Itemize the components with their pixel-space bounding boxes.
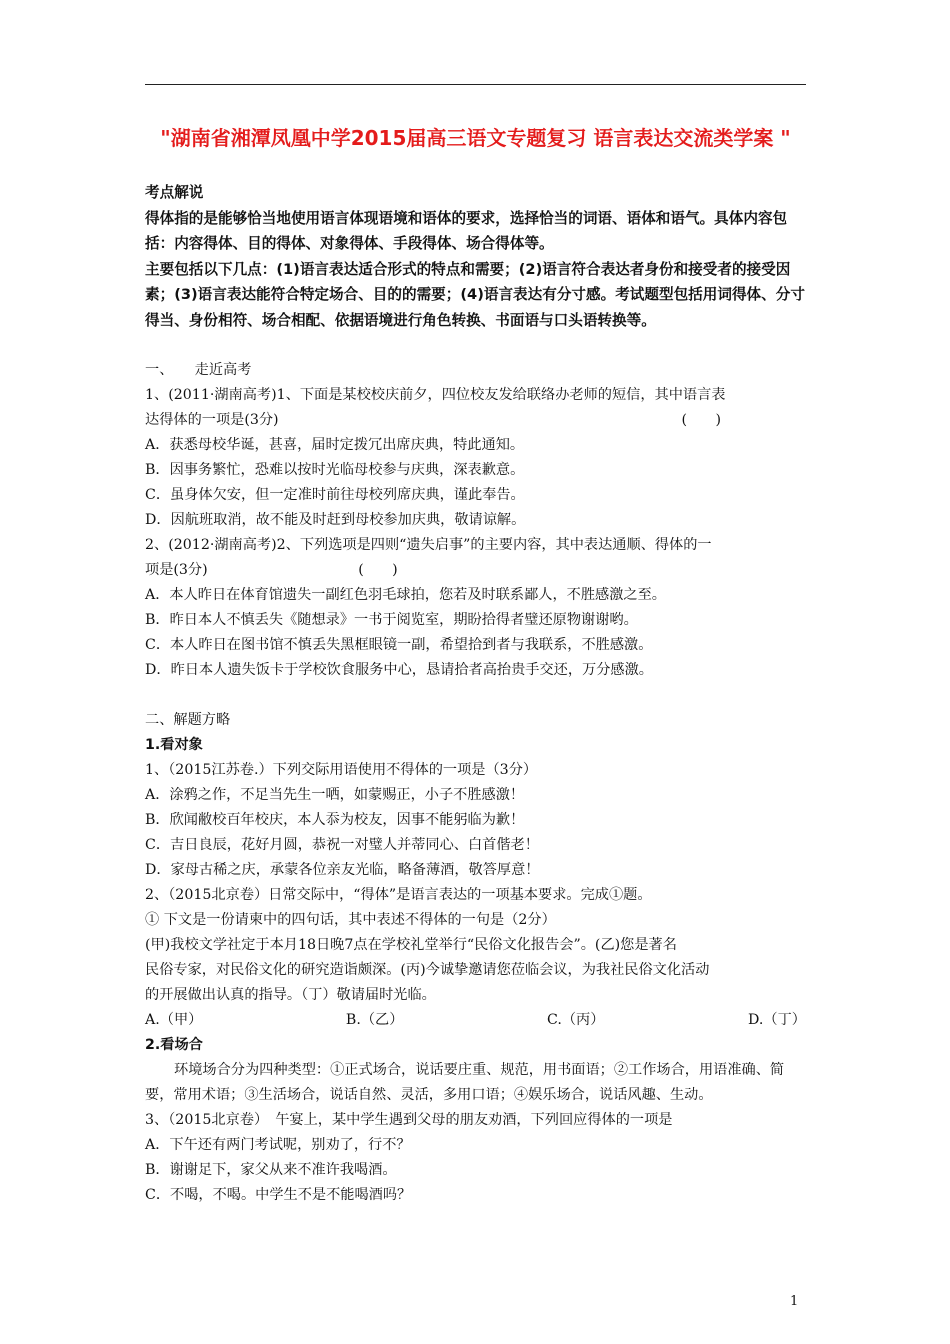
header-rule [145, 84, 806, 85]
s1-q2-line2-text: 项是(3分) [145, 562, 208, 578]
document-body [145, 180, 806, 1208]
s2-q2-stem: 2、（2015北京卷）日常交际中，“得体”是语言表达的一项基本要求。完成①题。 [145, 887, 652, 903]
s2-q2-passage-line1: (甲)我校文学社定于本月18日晚7点在学校礼堂举行“民俗文化报告会”。(乙)您是著名 [145, 937, 677, 953]
page-number: 1 [790, 1294, 799, 1309]
s1-q1-option-b: B．因事务繁忙，恐难以按时光临母校参与庆典，深表歉意。 [145, 462, 525, 478]
s1-q1-line2 [145, 408, 806, 433]
kaodian-para2: 主要包括以下几点：(1)语言表达适合形式的特点和需要；(2)语言符合表达者身份和接受者的接受因素；(3)语言表达能符合特定场合、目的的需要；(4)语言表达有分寸感。考试题型包括用词得体、分寸得当、身份相符、场合相配、依据语境进行角色转换、书面语与口头语转换等。 [145, 260, 805, 329]
kaodian-heading: 考点解说 [145, 184, 204, 201]
s2-sub1-heading: 1.看对象 [145, 737, 203, 753]
s1-q1-option-d: D．因航班取消，故不能及时赶到母校参加庆典，敬请谅解。 [145, 512, 526, 528]
s1-q2-option-d: D．昨日本人遗失饭卡于学校饮食服务中心，恳请拾者高抬贵手交还，万分感激。 [145, 662, 653, 678]
s2-q3-stem: 3、（2015北京卷） 午宴上，某中学生遇到父母的朋友劝酒，下列回应得体的一项是 [145, 1112, 673, 1128]
s1-q2-line1: 2、(2012·湖南高考)2、下列选项是四则“遗失启事”的主要内容，其中表达通顺、得体的一 [145, 537, 712, 553]
s2-q2-sub: ① 下文是一份请柬中的四句话，其中表述不得体的一句是（2分） [145, 912, 556, 928]
s2-q2-choices [145, 1008, 806, 1033]
s2-q1-stem: 1、（2015江苏卷.）下列交际用语使用不得体的一项是（3分） [145, 762, 538, 778]
document-title: "湖南省湘潭凤凰中学2015届高三语文专题复习 语言表达交流类学案 " [160, 126, 791, 150]
s1-q2-line2 [145, 558, 806, 583]
s1-q2-option-b: B．昨日本人不慎丢失《随想录》一书于阅览室，期盼拾得者璧还原物谢谢哟。 [145, 612, 638, 628]
s2-q2-passage-line2: 民俗专家，对民俗文化的研究造诣颇深。(丙)今诚挚邀请您莅临会议，为我社民俗文化活动 [145, 962, 710, 978]
s2-q3-option-b: B．谢谢足下，家父从来不准许我喝酒。 [145, 1162, 397, 1178]
s1-q2-option-c: C．本人昨日在图书馆不慎丢失黑框眼镜一副，希望拾到者与我联系，不胜感激。 [145, 637, 653, 653]
s2-q3-option-a: A．下午还有两门考试呢，别劝了，行不？ [145, 1137, 411, 1153]
s2-q2-choice-c: C.（丙） [547, 1012, 605, 1028]
s2-q3-option-c: C．不喝，不喝。中学生不是不能喝酒吗？ [145, 1187, 412, 1203]
s1-q1-line1: 1、(2011·湖南高考)1、下面是某校校庆前夕，四位校友发给联络办老师的短信，其中语言表 [145, 387, 726, 403]
s2-q1-option-c: C．吉日良辰，花好月圆，恭祝一对璧人并蒂同心、白首偕老！ [145, 837, 539, 853]
s2-changhe-paragraph: 环境场合分为四种类型：①正式场合，说话要庄重、规范，用书面语；②工作场合，用语准确、简要，常用术语；③生活场合，说话自然、灵活，多用口语；④娱乐场合，说话风趣、生动。 [145, 1062, 785, 1103]
s2-q1-option-d: D．家母古稀之庆，承蒙各位亲友光临，略备薄酒，敬答厚意！ [145, 862, 540, 878]
s1-q1-answer-paren: ( ) [681, 412, 721, 428]
kaodian-para1: 得体指的是能够恰当地使用语言体现语境和语体的要求，选择恰当的词语、语体和语气。具体内容包括：内容得体、目的得体、对象得体、手段得体、场合得体等。 [145, 209, 788, 252]
s2-q2-passage-line3: 的开展做出认真的指导。（丁）敬请届时光临。 [145, 987, 436, 1003]
section1-heading: 一、 走近高考 [145, 362, 252, 378]
s1-q2-answer-paren: ( ) [358, 562, 398, 578]
s1-q1-option-a: A．获悉母校华诞，甚喜，届时定拨冗出席庆典，特此通知。 [145, 437, 525, 453]
s2-q2-choice-a: A.（甲） [145, 1012, 203, 1028]
s1-q1-line2-text: 达得体的一项是(3分) [145, 412, 279, 428]
s1-q2-option-a: A．本人昨日在体育馆遗失一副红色羽毛球拍，您若及时联系鄙人，不胜感激之至。 [145, 587, 666, 603]
s2-q1-option-b: B．欣闻敝校百年校庆，本人忝为校友，因事不能躬临为歉！ [145, 812, 525, 828]
section2-heading: 二、解题方略 [145, 712, 231, 728]
s2-q1-option-a: A．涂鸦之作，不足当先生一哂，如蒙赐正，小子不胜感激！ [145, 787, 525, 803]
s2-q2-choice-b: B.（乙） [345, 1012, 404, 1028]
s2-q2-choice-d: D.（丁） [748, 1012, 806, 1028]
s2-sub2-heading: 2.看场合 [145, 1037, 203, 1053]
s1-q1-option-c: C．虽身体欠安，但一定准时前往母校列席庆典，谨此奉告。 [145, 487, 525, 503]
